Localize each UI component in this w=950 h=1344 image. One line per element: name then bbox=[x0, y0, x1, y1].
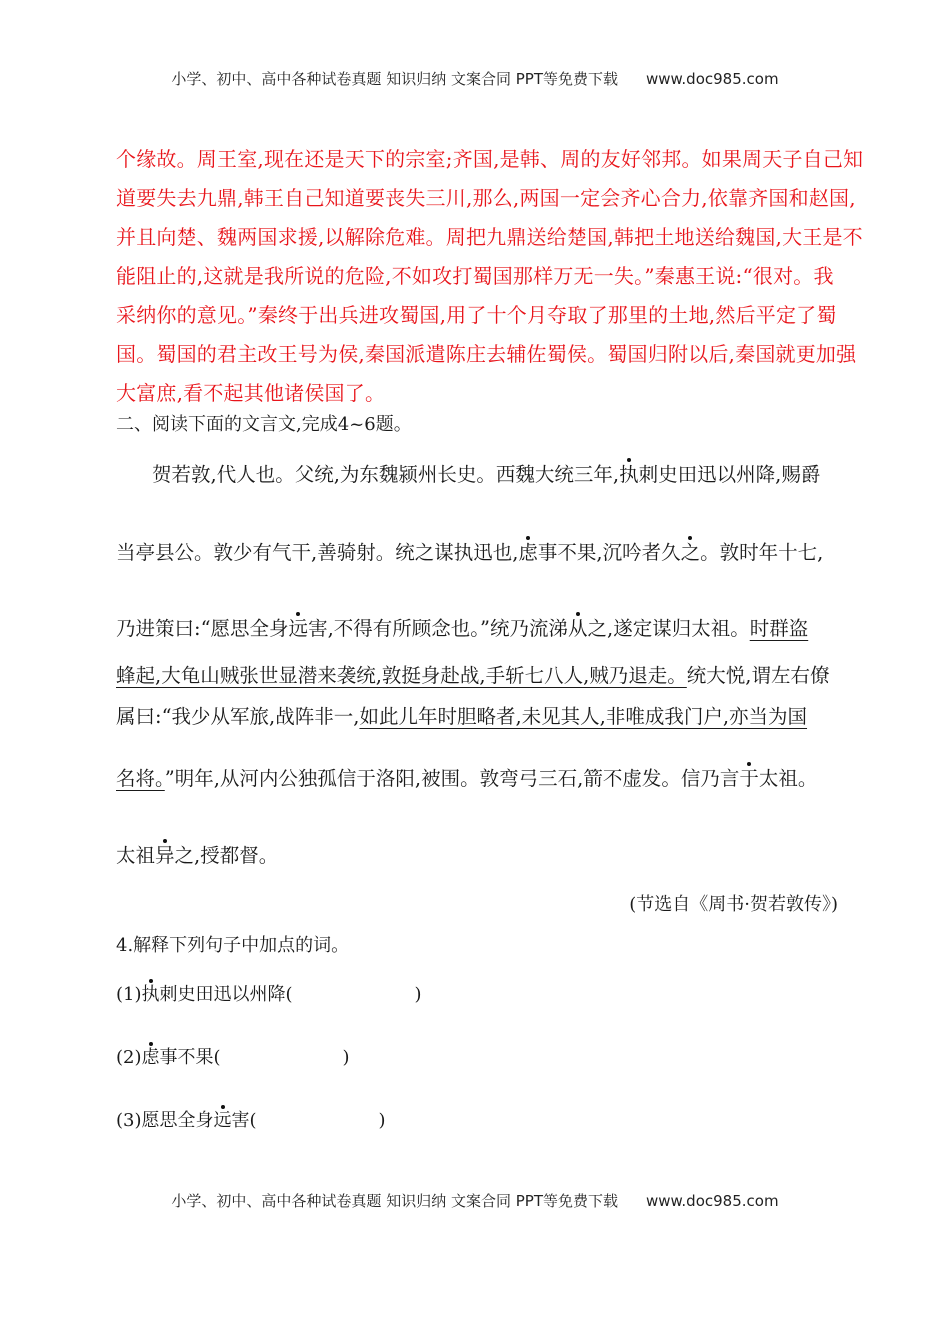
passage-line-5: 属曰:“我少从军旅,战阵非一,如此儿年时胆略者,未见其人,非唯成我门户,亦当为国 bbox=[116, 705, 808, 728]
dotted-char: 于 bbox=[739, 767, 759, 790]
dotted-char: 执 bbox=[141, 984, 160, 1005]
header-url[interactable]: www.doc985.com bbox=[645, 70, 779, 88]
header-text: 小学、初中、高中各种试卷真题 知识归纳 文案合同 PPT等免费下载 bbox=[171, 70, 618, 88]
underlined-sentence: 如此儿年时胆略者,未见其人,非唯成我门户,亦当为国 bbox=[359, 705, 808, 728]
passage-line-6: 名将。”明年,从河内公独孤信于洛阳,被围。敦弯弓三石,箭不虚发。信乃言于太祖。 bbox=[116, 767, 818, 790]
section-heading: 二、阅读下面的文言文,完成4~6题。 bbox=[116, 414, 412, 435]
dotted-char: 异 bbox=[155, 844, 175, 867]
question-4-title: 4.解释下列句子中加点的词。 bbox=[116, 935, 350, 956]
passage-line-7: 太祖异之,授都督。 bbox=[116, 844, 279, 867]
translation-block bbox=[116, 140, 864, 413]
page-header bbox=[0, 68, 950, 89]
question-item-1: (1)执刺史田迅以州降( ) bbox=[116, 984, 422, 1005]
underlined-sentence: 蜂起,大龟山贼张世显潜来袭统,敦挺身赴战,手斩七八人,贼乃退走。 bbox=[116, 664, 687, 687]
underlined-sentence: 名将。 bbox=[116, 767, 165, 790]
dotted-char: 之 bbox=[680, 541, 701, 564]
passage-line-3: 乃进策曰:“愿思全身远害,不得有所顾念也。”统乃流涕从之,遂定谋归太祖。时群盗 bbox=[116, 617, 809, 640]
translation-line: 并且向楚、魏两国求援,以解除危难。周把九鼎送给楚国,韩把土地送给魏国,大王是不 bbox=[116, 225, 863, 249]
passage-line-4: 蜂起,大龟山贼张世显潜来袭统,敦挺身赴战,手斩七八人,贼乃退走。统大悦,谓左右僚 bbox=[116, 664, 830, 687]
footer-url[interactable]: www.doc985.com bbox=[645, 1192, 779, 1210]
underlined-sentence: 时群盗 bbox=[749, 617, 809, 640]
translation-line: 个缘故。周王室,现在还是天下的宗室;齐国,是韩、周的友好邻邦。如果周天子自己知 bbox=[116, 147, 864, 171]
footer-text: 小学、初中、高中各种试卷真题 知识归纳 文案合同 PPT等免费下载 bbox=[171, 1192, 618, 1210]
dotted-char: 虑 bbox=[518, 541, 538, 564]
translation-line: 采纳你的意见。”秦终于出兵进攻蜀国,用了十个月夺取了那里的土地,然后平定了蜀 bbox=[116, 303, 837, 327]
translation-line: 道要失去九鼎,韩王自己知道要丧失三川,那么,两国一定会齐心合力,依靠齐国和赵国, bbox=[116, 186, 856, 210]
translation-line: 大富庶,看不起其他诸侯国了。 bbox=[116, 381, 386, 405]
dotted-char: 远 bbox=[288, 617, 309, 640]
passage-line-2: 当亭县公。敦少有气干,善骑射。统之谋执迅也,虑事不果,沉吟者久之。敦时年十七, bbox=[116, 541, 824, 564]
dotted-char: 远 bbox=[213, 1110, 232, 1131]
translation-line: 能阻止的,这就是我所说的危险,不如攻打蜀国那样万无一失。”秦惠王说:“很对。我 bbox=[116, 264, 834, 288]
source-citation: (节选自《周书·贺若敦传》) bbox=[629, 894, 838, 915]
dotted-char: 执 bbox=[619, 463, 639, 486]
question-item-2: (2)虑事不果( ) bbox=[116, 1047, 350, 1068]
translation-line: 国。蜀国的君主改王号为侯,秦国派遣陈庄去辅佐蜀侯。蜀国归附以后,秦国就更加强 bbox=[116, 342, 857, 366]
dotted-char: 虑 bbox=[141, 1047, 160, 1068]
question-item-3: (3)愿思全身远害( ) bbox=[116, 1110, 386, 1131]
passage-line-1: 贺若敦,代人也。父统,为东魏颍州长史。西魏大统三年,执刺史田迅以州降,赐爵 bbox=[152, 463, 821, 486]
page-footer bbox=[0, 1190, 950, 1211]
dotted-char: 从 bbox=[567, 617, 588, 640]
